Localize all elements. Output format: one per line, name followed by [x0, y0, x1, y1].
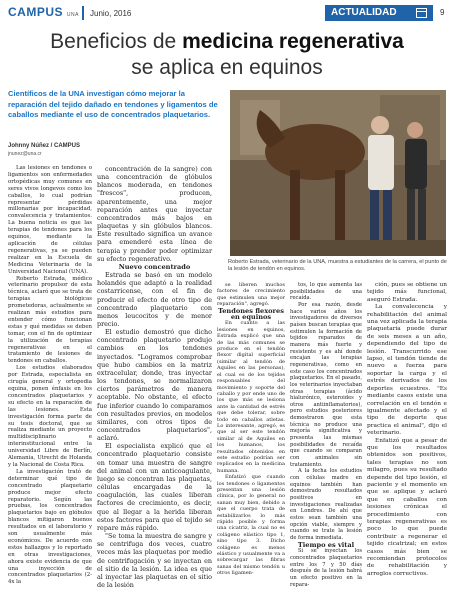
paragraph: concentración de la sangre) con una concentración de glóbulos blancos moderada, en tendones "frescos", producen, aparentemente, una mejor reparación antes que inyectar concentrados más bajos en plaquetas y sin glóbulos blancos. Este resultado significa un avance para emenderé esta línea de terapia y prender poder optimizar su efecto regenerativo.	[97, 165, 212, 263]
paragraph: Si se inyectan los concentrados plaquetarios entre los 7 y 50 días después de la lesión habrá un efecto positivo en la repara-	[290, 548, 362, 588]
paragraph: se liberen muchos factores de crecimiento que estimulen una mejor reparación", agregó.	[217, 282, 285, 308]
page-number: 9	[440, 8, 445, 17]
campus-logo: CAMPUS UNA	[8, 5, 79, 19]
paragraph: Estrada se basó en un modelo holandés que adaptó a la realidad costarricense, con el fin de producir el efecto de otro tipo de concentrado plaquetario con menos leucocitos y de menor precio.	[97, 271, 212, 328]
photo-illustration	[230, 90, 446, 256]
paragraph: "Se toma la muestra de sangre y se centrifuga dos veces, cuatro veces más las plaquetas por medio de centrifugación y se inyectan en el sitio de la lesión. La idea es que al inyectar las plaquetas en el sitio de la lesión	[97, 532, 212, 589]
paragraph: Las lesiones en tendones o ligamentos son enfermedades ortopédicas muy comunes en seres vivos longevos como los caballos, lo cual podrían representar pérdidas millonarias por incapacidad, convalecencia y tratamientos. La buena noticia es que las terapias de tendones para los equinos, mediante la aplicación de células regenerativas, ya se pueden realizar en la Escuela de Medicina Veterinaria de la Universidad Nacional (UNA).	[8, 165, 92, 275]
article-column-5	[367, 282, 447, 578]
paragraph: El estudio demostró que dicho concentrado plaquetario produjo cambios en los tendones inyectados. "Logramos comprobar que hubo cambios en la matriz extracelular, donde, tras inyectar los tendones, se normalizaron ciertos parámetros de manera aceptable. No obstante, el efecto fue inferior cuando lo comparamos con resultados previos, en modelos similares, con otros tipos de concentrados plaquetarios", aclaró.	[97, 328, 212, 443]
paragraph: Por esa razón, desde hace varios años los investigadores de diversos países buscan terapias que estimulen la formación de tejidos reparados de manera más fuerte y resistente y es ahí donde encajan las terapias regenerativas, como en este caso los concentrados plaquetarios. En el pasado, los veterinarios inyectaban otras terapias (ácido hialurónico, esteroides y otros antiinflamatorios), pero estudios posteriores demostraron que esta técnica no produce una mejoría significativa y presenta las mismas posibilidades de recaída que cuando se comparan con animales sin tratamiento.	[290, 301, 362, 468]
article-photo	[230, 90, 446, 256]
author-email: jnunez@una.cr	[8, 151, 42, 157]
header-divider	[82, 6, 84, 20]
paragraph: Los estudios elaborados por Estrada, especialista en cirugía general y ortopedia equina, ponen énfasis en los concentrados plaquetarios y su efecto en la reparación de las lesiones. Esta investigación forma parte de su tesis doctoral, que se realiza mediante un proyecto multidisciplinario e interinstitucional entre la universidad Libre de Berlín, Alemania, Utrecht de Holanda y la Nacional de Costa Rica.	[8, 365, 92, 468]
subheading: Tiempo es vital	[297, 540, 355, 549]
subheading: Tendones flexores en equinos	[218, 306, 284, 322]
paragraph: Enfatizó que cuando los tendones o ligamentos presentan una lesión clínica, por lo general no sanan muy bien, debido a que el cuerpo trata de estabilizarlos lo más rápido posible y forma una cicatriz, la cual no es colágeno elástico tipo 1, sino tipo 3. Dicho colágeno es menos elástico y usualmente va a sobrecargar las fibras sanas del mismo tendón u otros ligamen-	[217, 474, 285, 577]
article-column-3	[217, 282, 285, 577]
article-column-2	[97, 165, 212, 589]
photo-caption: Roberto Estrada, veterinario de la UNA, muestra a estudiantes de la carrera, el punto de la lesión de tendón en equinos.	[228, 259, 447, 272]
calendar-icon	[416, 8, 427, 18]
paragraph: Roberto Estrada, médico veterinario propulsor de esta técnica, aclaró que se trata de terapias biológicas prometedoras, actualmente se realizan más estudios para entender cómo funcionan estas y qué medidas se deben tomar, con el fin de optimizar la utilización de terapias regenerativas en el tratamiento de lesiones de tendones en caballos.	[8, 275, 92, 365]
subheading: Nuevo concentrado	[118, 262, 191, 271]
author-byline: Johnny Núñez / CAMPUS	[8, 143, 81, 149]
paragraph: tos, lo que aumenta las posibilidades de una recaída.	[290, 282, 362, 302]
paragraph: ción, pues se obtiene un tejido más funcional, aseguró Estrada.	[367, 282, 447, 303]
paragraph: La convalecencia y rehabilitación del animal una vez aplicada la terapia plaquetaria puede durar de seis meses a un año, dependiendo del tipo de lesión. Transcurrido ese lapso, el tendón tiende de nuevo a fuerza para soportar la carga y el estrés derivados de los deportes ecuestres. "Es mediante casos existe una correlación en el tendón e igualmente afectado y el tipo de deporte que practica el animal", dijo el veterinario.	[367, 304, 447, 437]
paragraph: En cuanto a las lesiones en equinos, Estrada explicó que una de las más comunes se produce en el tendón flexor digital superficial (similar al tendón de Aquiles en las personas), el cual es de los tejidos responsables del movimiento y soporte del caballo y por ende uno de los que más se lesiona ante la cantidad de estrés que debe tolerar, sobre todo en caballos atletas. Lo interesante, agregó, es que al ser este tendón similar al de Aquiles en los humanos, los resultados obtenidos en este estudio podrían ser replicados en la medicina humana.	[217, 320, 285, 474]
article-column-4	[290, 282, 362, 588]
article-column-1	[8, 165, 92, 586]
page-header	[0, 0, 454, 26]
paragraph: Enfatizó que a pesar de que los resultados obtenidos son positivos, tales terapias no son milagro, pues su resultado depende del tipo lesión, el paciente y el momento en que se aplique y aclaró que en caballos con lesiones crónicas el procedimiento con terapias regenerativas es poco lo que puede contribuir a regenerar el tejido cicatrizal; en estos casos más bien se recomiendan protocolos de rehabilitación y arreglos correctivos.	[367, 437, 447, 577]
paragraph: A la fecha los estudios con células madre en equinos también han demostrado resultados positivos en investigaciones realizadas en Londres. De ahí que estos sean también una opción viable, siempre y cuando se trate la lesión de forma inmediata.	[290, 468, 362, 541]
paragraph: La investigación trató de determinar qué tipo de concentrado plaquetario produce mejor efecto reparatorio. Según las pruebas, los concentrados plaquetarios bajo en glóbulos blancos mitigaron buenos resultados en el laboratorio y son usualmente más económicos. De acuerdo con estos hallazgos y lo reportado en otras investigaciones, ahora existe evidencia de que una inyección de concentrados plaquetarios (2-4x la	[8, 468, 92, 586]
issue-date: Junio, 2016	[90, 9, 132, 18]
headline-line-1: Beneficios de medicina regenerativa	[50, 30, 404, 53]
headline-line-2: se aplica en equinos	[131, 56, 323, 79]
paragraph: El especialista explicó que el concentrado plaquetario consiste en tomar una muestra de sangre del animal con un anticoagulante, luego se concentran las plaquetas, células encargadas de la coagulación, las cuales liberan factores de crecimiento, es decir, que al llegar a la herida liberan estos factores para que el tejido se repare más rápido.	[97, 442, 212, 532]
lead-paragraph: Científicos de la UNA investigan cómo mejorar la reparación del tejido dañado en tendones y ligamentos de caballos mediante el uso de concentrados plaquetarios.	[8, 89, 218, 119]
section-badge: ACTUALIDAD	[325, 5, 433, 21]
